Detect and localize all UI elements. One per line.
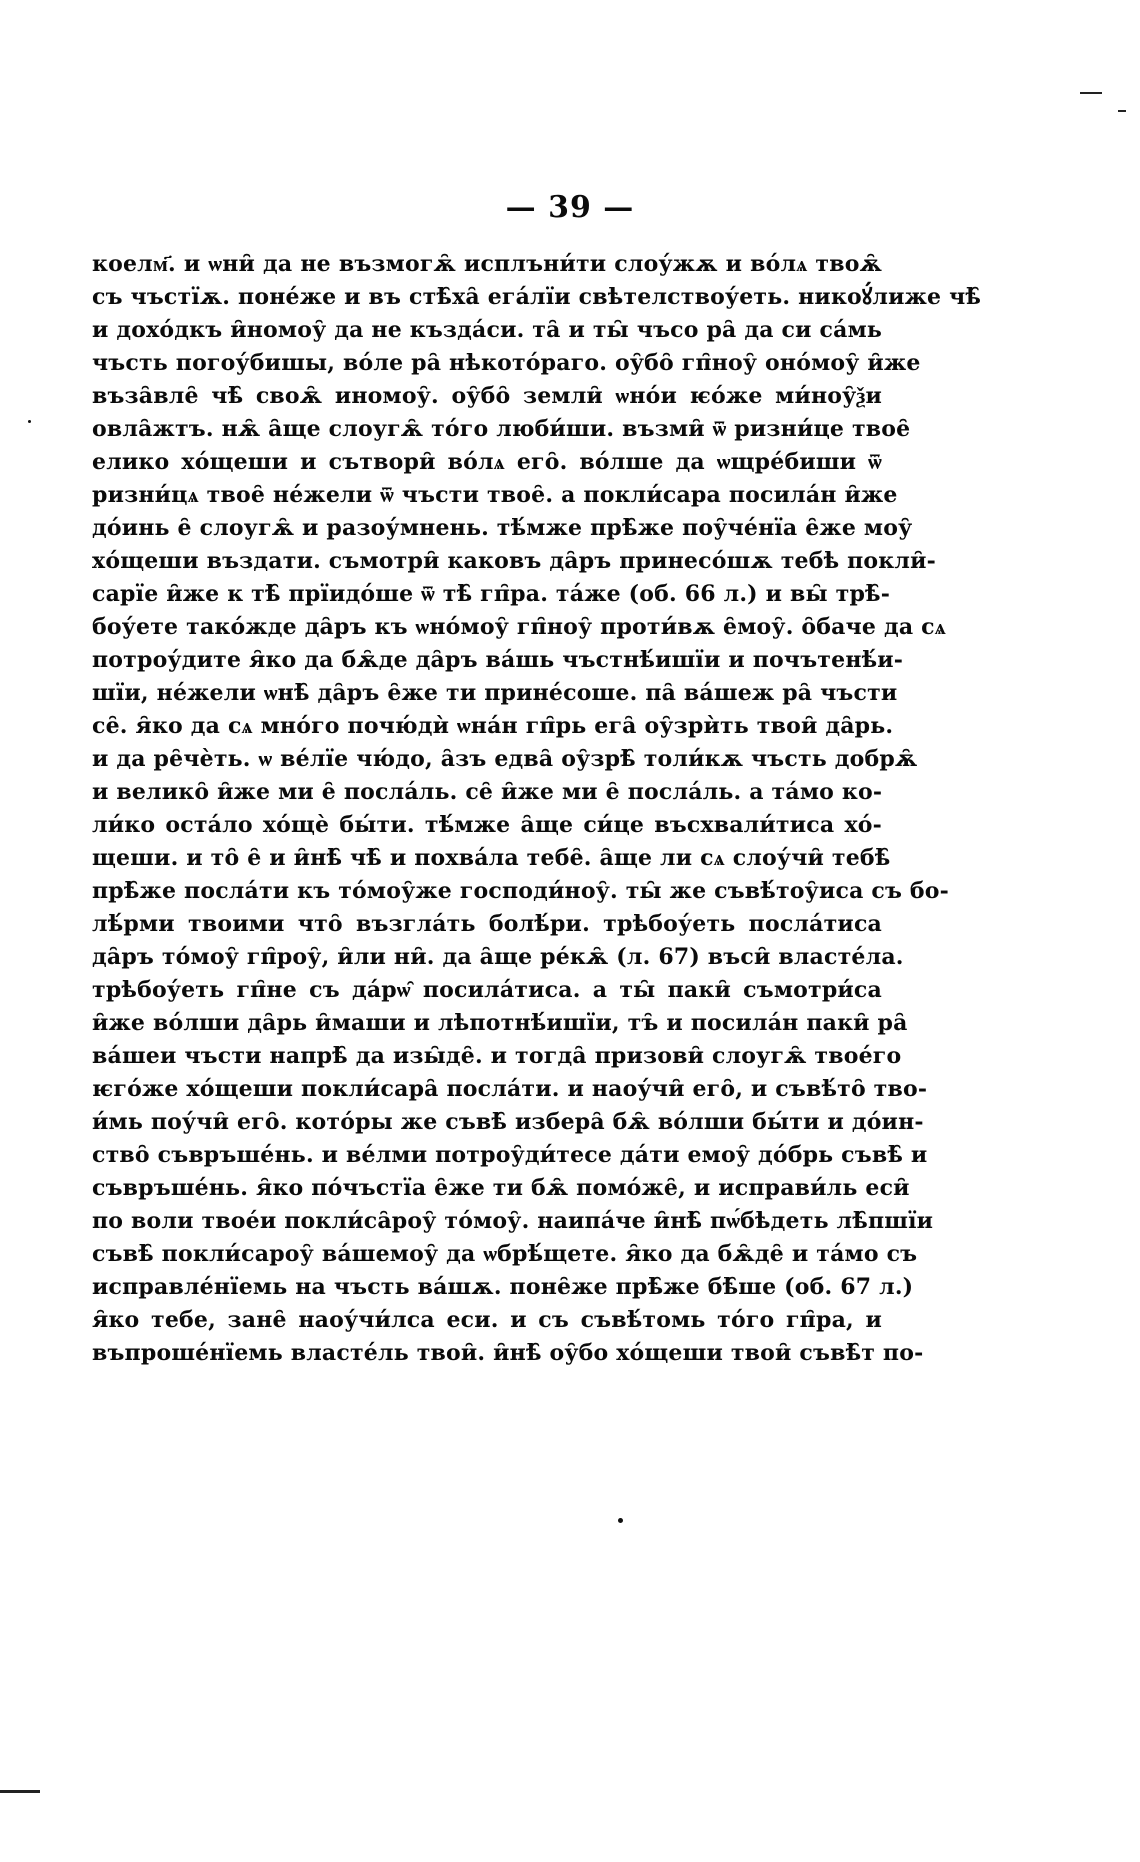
text-line: съвѣ̑ покли́сароу̑ ва́шемоу̑ да ѡбрѣ́щете. я̑ко да бѫ̑де̑ и та́мо съ	[92, 1241, 918, 1267]
scan-edge-mark	[0, 1790, 40, 1793]
text-line: прѣ̑же посла́ти къ то́моу̑же господи́ноу̑. ты̑ же съвѣ́тоу̑иса съ бо-	[92, 878, 949, 904]
text-line: до́инь е̑ слоугѫ̑ и разоу́мнень. тѣ́мже прѣ̑же поу̑че́нїа е̑же моу̑	[92, 515, 913, 541]
text-line: щеши. и то̑ е̑ и и̑нѣ̑ чѣ̑ и похва́ла тебе̑. а̑ще ли сѧ слоу́чи̑ тебѣ̑	[92, 845, 891, 871]
text-line: и̑же во́лши да̑рь и̑маши и лѣпотнѣ́ишїи, тъ̑ и посила́н паки̑ ра̑	[92, 1010, 908, 1036]
text-line: я̑ко тебе, зане̑ наоу́чи́лса еси. и съ съвѣ́томь то́го гп̑ра, и	[92, 1307, 882, 1333]
text-line: ство̑ съвръше́нь. и ве́лми потроу̑ди́тесе да́ти емоу̑ до́брь съвѣ̑ и	[92, 1142, 928, 1168]
body-text	[92, 248, 982, 1370]
text-line: хо́щеши въздати. съмотри̑ каковъ да̑ръ принесо́шѫ тебѣ покли̑-	[92, 548, 936, 574]
text-line: по воли твое́и покли́са̑роу̑ то́моу̑. наипа́че и̑нѣ̑ пѡ́бѣдеть лѣ̑пшїи	[92, 1208, 934, 1234]
text-line: и да ре̑чѐть. ѡ ве́лїе чю́до, а̑зъ едва̑ оу̑зрѣ̑ толи́кѫ чъсть добрѫ̑	[92, 746, 918, 772]
text-line: и́мь поу́чи̑ его̑. кото́ры же съвѣ̑ избера̑ бѫ̑ во́лши бы́ти и до́ин-	[92, 1109, 924, 1135]
text-line: шїи, не́жели ѡнѣ̑ да̑ръ е̑же ти прине́соше. па̑ ва́шеж ра̑ чъсти	[92, 680, 898, 706]
text-line: лѣ́рми твоими что̑ възгла́ть болѣ́ри. трѣбоу́еть посла́тиса	[92, 911, 882, 937]
text-line: ѥго́же хо́щеши покли́сара̑ посла́ти. и наоу́чи̑ его̑, и съвѣ́то̑ тво-	[92, 1076, 928, 1102]
text-line: и велико̑ и̑же ми е̑ посла́ль. се̑ и̑же ми е̑ посла́ль. а та́мо ко-	[92, 779, 883, 805]
text-line: потроу́дите я̑ко да бѫ̑де да̑ръ ва́шь чъстнѣ́ишїи и почътенѣ́и-	[92, 647, 904, 673]
scan-edge-mark	[1080, 92, 1102, 94]
text-line: се̑. я̑ко да сѧ мно́го почю́дѝ ѡна́н гп̑рь ега̑ оу̑зрѝть твои̑ да̑рь.	[92, 713, 894, 739]
text-line: въза̑вле̑ чѣ̑ своѫ̑ иномоу̑. оу̑бо̑ земли̑ ѡно́и ѥо́же ми́ноу̑ѯи	[92, 383, 882, 409]
text-line: ли́ко оста́ло хо́щѐ бы́ти. тѣ́мже а̑ще си́це въсхвали́тиса хо́-	[92, 812, 882, 838]
scan-edge-mark	[1118, 110, 1126, 112]
text-line: коелм҃. и ѡни̑ да не възмогѫ̑ исплъни́ти слоу́жѫ и во́лѧ твоѫ̑	[92, 251, 882, 277]
text-line: исправле́нїемь на чъсть ва́шѫ. поне̑же прѣ̑же бѣ̑ше (об. 67 л.)	[92, 1274, 914, 1300]
text-line: боу́ете тако́жде да̑ръ къ ѡно́моу̑ гп̑ноу̑ проти́вѫ е̑моу̑. о̑баче да сѧ	[92, 614, 946, 640]
scan-speck	[618, 1518, 623, 1523]
scan-speck	[28, 420, 31, 423]
text-line: чъсть погоу́бишы, во́ле ра̑ нѣкото́раго. оу̑бо̑ гп̑ноу̑ оно́моу̑ и̑же	[92, 350, 921, 376]
text-line: и дохо́дкъ и̑номоу̑ да не къзда́си. та̑ и ты̑ чъсо ра̑ да си са́мь	[92, 317, 883, 343]
text-line: ва́шеи чъсти напрѣ̑ да изы̑де̑. и тогда̑ призови̑ слоугѫ̑ твое́го	[92, 1043, 902, 1069]
text-line: овла̑жтъ. нѫ̑ а̑ще слоугѫ̑ то́го люби́ши. възми̑ ѿ ризни́це твое̑	[92, 416, 911, 442]
text-line: въпроше́нїемь власте́ль твои̑. и̑нѣ̑ оу̑бо хо́щеши твои̑ съвѣ̑т по-	[92, 1340, 924, 1366]
page-number: — 39 —	[505, 190, 635, 225]
text-line: съвръше́нь. я̑ко по́чъстїа е̑же ти бѫ̑ помо́же̑, и исправи́ль еси̑	[92, 1175, 910, 1201]
text-line: трѣбоу́еть гп̑не съ да́рѡ̑ посила́тиса. а ты̑ паки̑ съмотри́са	[92, 977, 882, 1003]
text-line: да̑ръ то́моу̑ гп̑роу̑, и̑ли ни̑. да а̑ще ре́кѫ̑ (л. 67) въси̑ власте́ла.	[92, 944, 904, 970]
text-line: елико хо́щеши и сътвори̑ во́лѧ его̑. во́лше да ѡщре́биши ѿ	[92, 449, 882, 475]
text-line: сарїе и̑же к тѣ̑ прїидо́ше ѿ тѣ̑ гп̑ра. та́же (об. 66 л.) и вы̑ трѣ̑-	[92, 581, 891, 607]
text-line: ризни́цѧ твое̑ не́жели ѿ чъсти твое̑. а покли́сара посила́н и̑же	[92, 482, 898, 508]
text-line: съ чъстїѫ. поне́же и въ стѣ̑ха̑ ега́лїи свѣтелствоу́еть. никоꙋ́лиже чѣ̑	[92, 284, 982, 310]
